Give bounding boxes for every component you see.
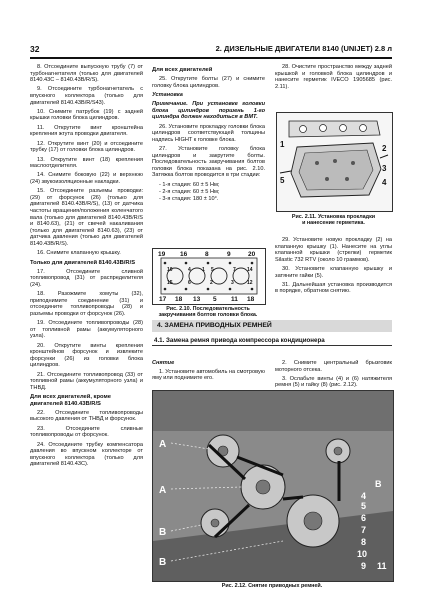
- part-label: B: [375, 479, 382, 489]
- bolt-num: 17: [159, 296, 167, 303]
- bolt-num: 12: [247, 280, 253, 286]
- step-14: 14. Снимите боковую (22) и верхнюю (24) звукоизоляционные накладки.: [30, 172, 143, 185]
- bolt-num: 20: [248, 251, 256, 258]
- step-25: 25. Открутите болты (27) и снимите головку блока цилиндров.: [152, 76, 265, 89]
- subheading-only-43brs: Только для двигателей 8140.43В/R/S: [30, 259, 136, 266]
- subsection-rule: [152, 345, 392, 346]
- bolt-num: 9: [227, 251, 231, 258]
- part-label: 8: [361, 537, 367, 547]
- bolt-num: 16: [180, 251, 188, 258]
- bolt-num: 19: [158, 251, 166, 258]
- step-20: 20. Открутите винты крепления кронштейнов форсунок и извлеките форсунки (26) из головки блока цилиндров.: [30, 342, 143, 369]
- step-17: 17. Отсоедините сливной топливопровод (31) от распределителя (24).: [30, 268, 143, 288]
- bolt-num: 5: [213, 296, 217, 303]
- bolt-num: 10: [167, 267, 173, 273]
- step-30: 30. Установите клапанную крышку и затяните гайки (5).: [275, 265, 392, 279]
- page-header: [30, 44, 392, 56]
- bolt-num: 7: [233, 267, 236, 273]
- figure-2-11-caption: Рис. 2.11. Установка прокладки и нанесение герметика.: [291, 214, 376, 227]
- section-4-bar: [152, 320, 392, 332]
- step-21: 21. Отсоедините топливопровод (33) от топливной рамы (аккумуляторного узла) и ТНВД.: [30, 371, 143, 391]
- stage-1: - 1-я стадия: 60 ± 5 Нм;: [159, 181, 220, 188]
- part-label: 5: [361, 501, 367, 511]
- text-column-3-lower: [275, 237, 392, 298]
- stage-2: - 2-я стадия: 60 ± 5 Нм;: [159, 188, 220, 195]
- part-label: 7: [361, 525, 367, 535]
- step-23: 23. Отсоедините сливные топливопроводы от форсунок.: [30, 425, 143, 439]
- belt-label: B: [159, 557, 167, 568]
- bolt-num: 6: [188, 280, 191, 286]
- figure-2-12-belts: [152, 390, 394, 582]
- gasket-label: 4: [382, 178, 387, 187]
- step-27: 27. Установите головку блока цилиндров и закрутите болты. Последовательность закручивания болтов головки блока показана на рис. 2.10. Затяжка болтов проводится в три стадии:: [152, 145, 265, 179]
- bolt-num: 18: [247, 296, 255, 303]
- part-label: 10: [357, 549, 368, 559]
- step-22: 22. Отсоедините топливопроводы высокого давления от ТНВД и форсунок.: [30, 409, 143, 423]
- step-13: 13. Открутите винт (18) крепления маслоотделителя.: [30, 156, 143, 170]
- bolt-num: 14: [247, 267, 253, 273]
- gasket-label: 3: [382, 164, 387, 173]
- bolt-num: 1: [202, 267, 205, 273]
- bolt-num: 11: [231, 296, 238, 303]
- bolt-num: 15: [167, 280, 173, 286]
- subheading-all-except: Для всех двигателей, кроме двигателей 8140.43В/R/S: [30, 394, 111, 407]
- subheading-all-engines: Для всех двигателей: [152, 67, 213, 73]
- part-label: 9: [361, 561, 367, 571]
- step-24: 24. Отсоедините трубку компенсатора давления во впускном коллекторе от впускного коллектора (только для двигателей 8140.43С).: [30, 441, 143, 468]
- step-12: 12. Открутите винт (20) и отсоедините трубку (17) от головки блока цилиндров.: [30, 140, 143, 154]
- step-29: 29. Установите новую прокладку (2) на клапанную крышку (1). Нанесите на углы клапанной крышки (стрелки) герметик Silastic 732 RTV (около 10 граммов).: [275, 237, 392, 263]
- bolt-num: 13: [193, 296, 201, 303]
- bolt-num: 4: [188, 267, 191, 273]
- figure-2-12-caption: Рис. 2.12. Снятие приводных ремней.: [221, 583, 323, 589]
- step-31: 31. Дальнейшая установка производится в порядке, обратном снятию.: [275, 281, 392, 295]
- step-15: 15. Отсоедините разъемы проводки: (29) от форсунок (26) (только для двигателей 8140.43В/R/S), (13) от датчика частоты вращения/положения коленчатого вала (только для двигателей 8140.43В/R/S и 8140.63), (21) от свечей накаливания (только для двигателей 8140.63), (23) от датчика давления (только для двигателей 8140.43В/R/S).: [30, 188, 143, 247]
- gasket-diagram: [277, 113, 392, 211]
- bolt-num: 2: [210, 280, 213, 286]
- figure-2-10-bolt-sequence: [152, 248, 266, 305]
- sec4-step-2: 2. Снимите центральный брызговик моторного отсека.: [275, 360, 392, 373]
- head-bolt-diagram: [153, 249, 265, 304]
- text-column-2: [152, 64, 265, 205]
- gasket-label: 2: [382, 144, 387, 153]
- gasket-label: 1: [280, 140, 285, 149]
- section-4-col-right: [275, 360, 392, 392]
- subsection-4-1-title: 4.1. Замена ремня привода компрессора кондиционера: [154, 337, 325, 344]
- step-8: 8. Отсоедините выпускную трубу (7) от турбонагнетателя (только для двигателей 8140.43С – 8140.43В/R/S).: [30, 64, 143, 84]
- stage-3: - 3-я стадия: 180 ± 10°.: [159, 195, 219, 202]
- bolt-num: 3: [231, 280, 234, 286]
- figure-2-11-gasket: [276, 112, 393, 212]
- page-number: 32: [30, 44, 40, 54]
- text-column-1: [30, 64, 143, 471]
- belt-label: B: [159, 527, 167, 538]
- subheading-remove: Снятие: [152, 360, 175, 366]
- gasket-label: 5: [280, 176, 285, 185]
- bolt-num: 18: [175, 296, 183, 303]
- part-label: 6: [361, 513, 367, 523]
- step-11: 11. Открутите винт кронштейна крепления жгута проводки двигателя.: [30, 124, 143, 138]
- belt-drive-photo: [153, 391, 393, 581]
- step-18: 18. Разожмите хомуты (32), приподнимите соединение (31) и отсоедините топливопроводы (28) и разъемы проводки от форсунок (26).: [30, 291, 143, 317]
- note-tdc: Примечание. При установке головки блока цилиндров поршень 1-го цилиндра должен находиться в ВМТ.: [152, 101, 265, 121]
- belt-label: A: [159, 485, 167, 496]
- section-4-col-left: [152, 360, 265, 385]
- sec4-step-3: 3. Ослабьте винты (4) и (6) натяжителя ремня (5) и гайку (8) (рис. 2.12).: [275, 375, 392, 389]
- sec4-step-1: 1. Установите автомобиль на смотровую яму или поднимите его.: [152, 368, 265, 382]
- figure-2-10-caption: Рис. 2.10. Последовательность закручивания болтов головки блока.: [158, 306, 258, 319]
- bolt-num: 5: [211, 267, 214, 273]
- subheading-install: Установка: [152, 92, 183, 99]
- step-19: 19. Отсоедините топливопроводы (28) от топливной рамы (аккумуляторного узла).: [30, 320, 143, 340]
- bolt-num: 8: [205, 251, 209, 258]
- step-28: 28. Очистите пространство между задней крышкой и головкой блока цилиндров и нанесите герметик IVECO 1905685 (рис. 2.11).: [275, 64, 392, 90]
- step-9: 9. Отсоедините турбонагнетатель с впускного коллектора (только для двигателей 8140.43В/R/S43).: [30, 86, 143, 106]
- step-10: 10. Снимите патрубок (19) с задней крышки головки блока цилиндров.: [30, 108, 143, 122]
- chapter-title: 2. ДИЗЕЛЬНЫЕ ДВИГАТЕЛИ 8140 (UNIJET) 2.8 л: [215, 44, 392, 53]
- step-26: 26. Установите прокладку головки блока цилиндров соответствующей толщины надпись HIGHT к головке блока.: [152, 123, 265, 143]
- step-16: 16. Снимите клапанную крышку.: [37, 250, 121, 257]
- part-label: 4: [361, 491, 367, 501]
- text-column-3: [275, 64, 392, 93]
- part-label: 11: [377, 561, 387, 571]
- header-rule: [30, 57, 392, 59]
- section-4-title: 4. ЗАМЕНА ПРИВОДНЫХ РЕМНЕЙ: [157, 322, 272, 329]
- belt-label: A: [159, 439, 167, 450]
